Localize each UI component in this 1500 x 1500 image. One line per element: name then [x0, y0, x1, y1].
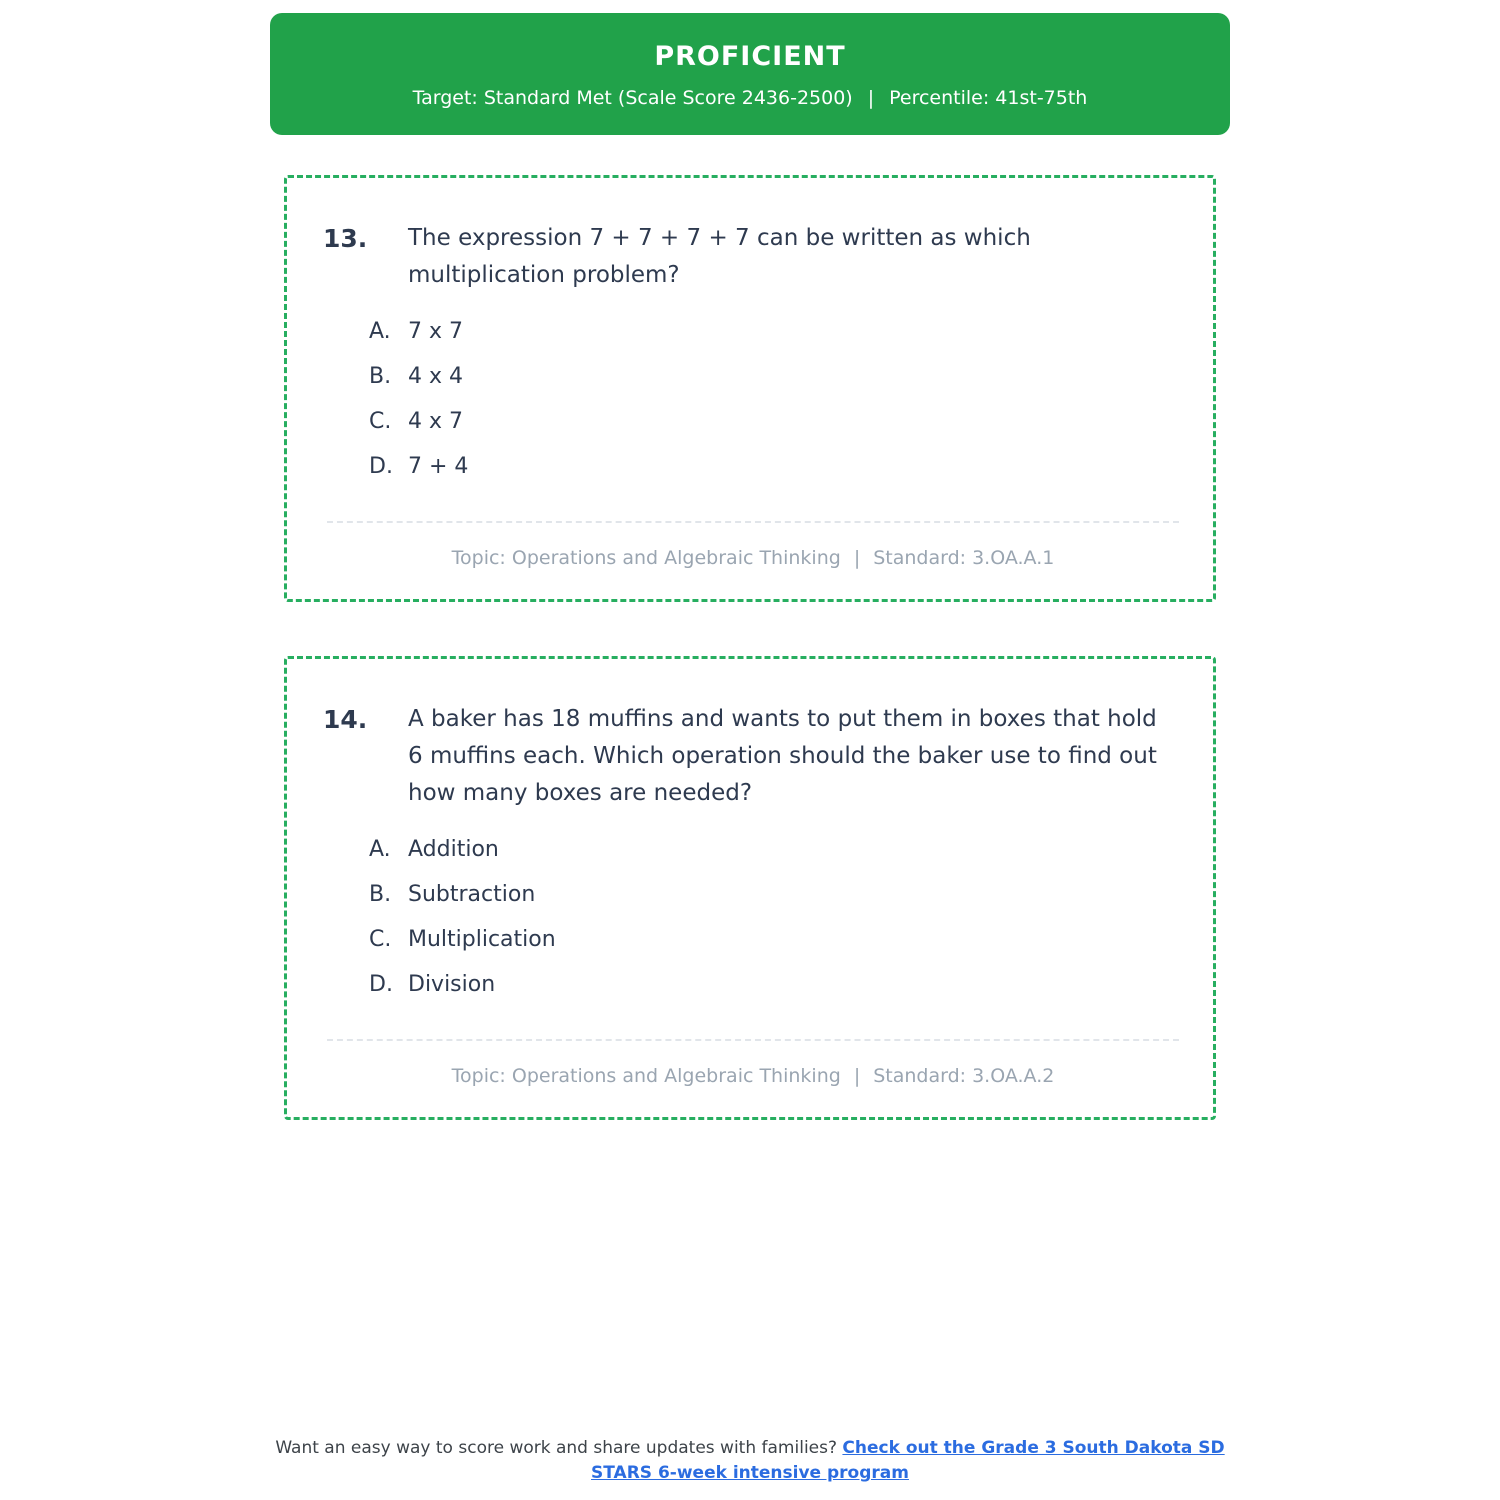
- option-text: 4 x 4: [408, 364, 463, 389]
- topic-label: Topic: Operations and Algebraic Thinking: [451, 1065, 841, 1087]
- question-text: A baker has 18 muffins and wants to put them in boxes that hold 6 muffins each. Which operation should the baker use to find out how many boxes are needed?: [408, 706, 1157, 806]
- footer-program-link[interactable]: Check out the Grade 3 South Dakota SD STARS 6-week intensive program: [591, 1438, 1225, 1483]
- option-letter: C.: [369, 927, 392, 952]
- topic-label: Topic: Operations and Algebraic Thinking: [451, 547, 841, 569]
- answer-option-a: [369, 836, 1183, 864]
- option-text: 7 x 7: [408, 319, 463, 344]
- footer-text-block: [275, 1436, 1225, 1486]
- option-letter: D.: [369, 972, 393, 997]
- meta-separator: |: [853, 547, 861, 569]
- answer-option-c: [369, 926, 1183, 954]
- option-letter: A.: [369, 319, 391, 344]
- percentile-label: Percentile: 41st-75th: [889, 87, 1088, 109]
- question-13-row: [323, 220, 1183, 294]
- option-text: Multiplication: [408, 927, 556, 952]
- question-card-13: [284, 175, 1216, 602]
- question-card-14: [284, 656, 1216, 1120]
- answer-option-d: [369, 453, 1183, 481]
- proficiency-banner-subtitle: [294, 87, 1206, 109]
- option-text: Addition: [408, 837, 499, 862]
- option-letter: A.: [369, 837, 391, 862]
- proficiency-banner: [270, 13, 1230, 135]
- question-number: 14.: [323, 705, 368, 734]
- footer-text: Want an easy way to score work and share updates with families?: [275, 1438, 838, 1458]
- answer-options-list: [323, 836, 1183, 999]
- page-footer: [0, 1436, 1500, 1486]
- card-divider: [327, 1039, 1179, 1041]
- option-text: Subtraction: [408, 882, 536, 907]
- question-text: The expression 7 + 7 + 7 + 7 can be written as which multiplication problem?: [408, 225, 1031, 288]
- banner-separator: |: [867, 87, 875, 109]
- answer-option-b: [369, 881, 1183, 909]
- standard-label: Standard: 3.OA.A.2: [873, 1065, 1055, 1087]
- answer-option-d: [369, 971, 1183, 999]
- answer-option-a: [369, 318, 1183, 346]
- option-letter: C.: [369, 409, 392, 434]
- standard-label: Standard: 3.OA.A.1: [873, 547, 1055, 569]
- answer-option-b: [369, 363, 1183, 391]
- option-text: 7 + 4: [408, 454, 469, 479]
- option-letter: D.: [369, 454, 393, 479]
- target-scale-score-label: Target: Standard Met (Scale Score 2436-2500): [412, 87, 853, 109]
- answer-options-list: [323, 318, 1183, 481]
- question-meta: [323, 547, 1183, 569]
- card-divider: [327, 521, 1179, 523]
- answer-option-c: [369, 408, 1183, 436]
- question-number: 13.: [323, 224, 368, 253]
- option-text: 4 x 7: [408, 409, 463, 434]
- option-letter: B.: [369, 364, 392, 389]
- option-letter: B.: [369, 882, 392, 907]
- question-14-row: [323, 701, 1183, 812]
- proficiency-level-title: PROFICIENT: [654, 41, 846, 72]
- question-meta: [323, 1065, 1183, 1087]
- meta-separator: |: [853, 1065, 861, 1087]
- option-text: Division: [408, 972, 496, 997]
